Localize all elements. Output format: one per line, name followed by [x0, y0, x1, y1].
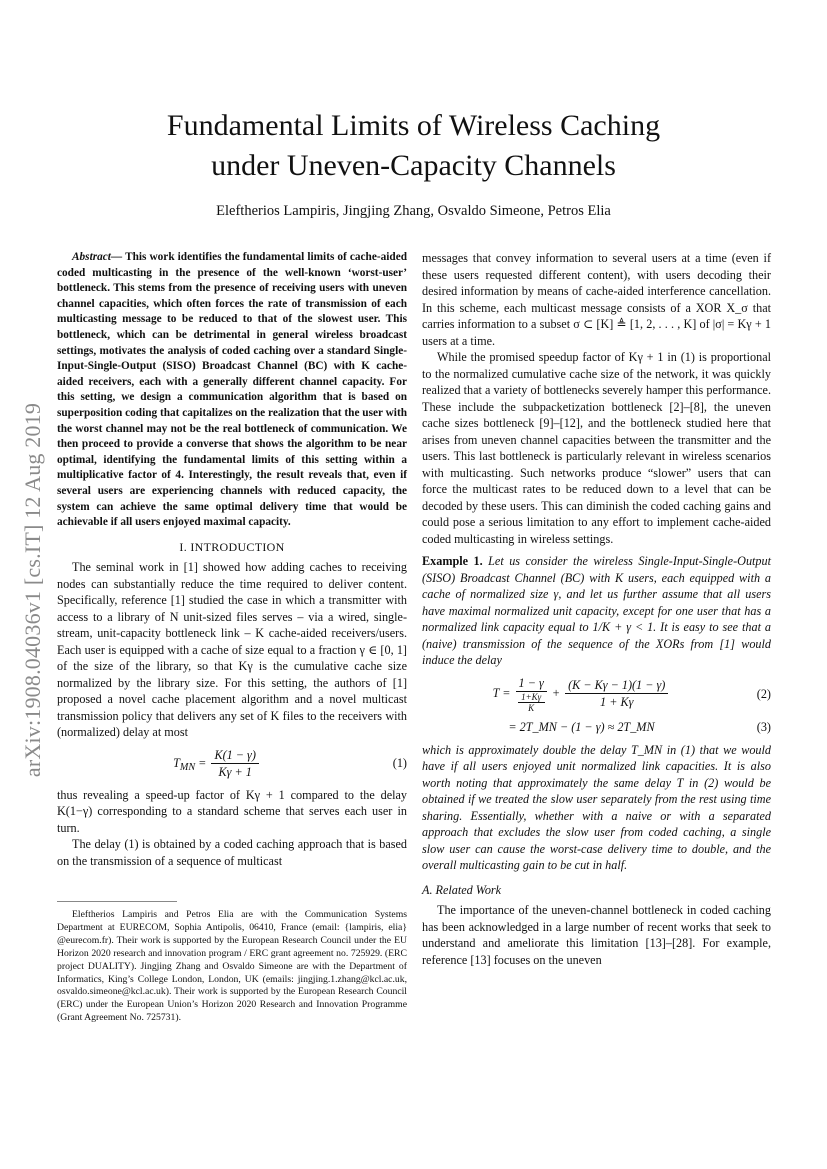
example-1 — [422, 553, 771, 669]
footnote-text: Eleftherios Lampiris and Petros Elia are with the Communication Systems Department at EURECOM, Sophia Antipolis, 06410, France (email: {lampiris, elia} @eurecom.fr). Their work is supported by the European Research Council under the EU Horizon 2020 research and innovation program / ERC grant agreement no. 725929. (ERC project DUALITY). Jingjing Zhang and Osvaldo Simeone are with the Department of Informatics, King’s College London, London, UK (emails: jingjing.1.zhang@kcl.ac.uk, osvaldo.simeone@kcl.ac.uk). Their work is supported by the European Research Council (ERC) under the European Union’s Horizon 2020 Research and Innovation Programme (Grant Agreement No. 725731). — [57, 909, 407, 1024]
eq3-label: (3) — [756, 720, 771, 734]
abstract-lead: Abstract— — [72, 251, 123, 263]
subsection-related-work: A. Related Work — [422, 882, 502, 897]
equation-2: T = $\frac{1 - \gamma}{\frac{1+K\gamma}{K}}$ + $\frac{(K - K\gamma - 1)(1 - \gamma)}{1 + K\gamma}$ (2) — [492, 675, 771, 713]
right-paragraph-1: messages that convey information to several users at a time (even if these users requested different content), with users decoding their desired information by means of cache-aided interference cancellation. In this scheme, each multicast message consists of a XOR X_σ that carries information to a subset σ ⊂ [K] ≜ [1, 2, . . . , K] of |σ| = Kγ + 1 users at a time. — [422, 251, 771, 348]
right-paragraph-3: which is approximately double the delay T_MN in (1) that we would have if all users enjoyed unit normalized link capacities. It is also worth noting that approximately the same delay T in (2) would be obtained if we treated the slow user separately from the rest using time sharing. Essentially, whether with a naive or with a separated approach that excludes the slow user from coded caching, a single slow user can cause the worst-case delivery time to double, and the overall multicasting gain to be cut in half. — [422, 742, 771, 872]
title-line-2: under Uneven-Capacity Channels — [211, 149, 616, 182]
eq1-lhs: T — [173, 755, 180, 770]
eq2-a-den-den: K — [528, 703, 535, 713]
eq1-label: (1) — [392, 756, 407, 771]
equation-1: $T_{MN}$ = $\frac{K(1 - \gamma)}{K\gamma + 1}$ (1) — [173, 747, 407, 780]
example-label: Example 1. — [422, 554, 483, 568]
eq2-a-den-num: 1+Kγ — [518, 692, 545, 703]
eq2-b-numerator: (K − Kγ − 1)(1 − γ) — [565, 677, 668, 695]
intro-paragraph-2: thus revealing a speed-up factor of Kγ + 1 compared to the delay K(1−γ) corresponding to a standard scheme that serves each user in turn. — [57, 787, 407, 835]
eq1-denominator: Kγ + 1 — [218, 765, 252, 780]
paper-title — [0, 106, 827, 186]
footnote-rule — [57, 901, 177, 902]
footnote — [57, 909, 407, 1025]
eq2-fraction-b — [565, 677, 668, 711]
example-text: Let us consider the wireless Single-Input-Single-Output (SISO) Broadcast Channel (BC) with K users, each equipped with a cache of normalized size γ, and let us further assume that all users have maximal normalized unit capacity, except for one user that has a normalized link capacity equal to 1/K + γ < 1. It is easy to see that a (naive) transmission of the sequence of the XORs from [1] would induce the delay — [422, 554, 772, 667]
abstract-text: This work identifies the fundamental limits of cache-aided coded multicasting in the presence of the well-known ‘worst-user’ bottleneck. This stems from the presence of receiving users with uneven channel capacities, which often forces the rate of transmission of each multicasting message to be reduced to that of the slowest user. This bottleneck, which can be detrimental in general wireless broadcast settings, motivates the analysis of coded caching over a standard Single-Input-Single-Output (SISO) Broadcast Channel (BC) with K cache-aided receivers, each with a generally different channel capacity. For this setting, we design a communication algorithm that is based on superposition coding that capitalizes on the realization that the user with the worst channel may not be the real bottleneck of communication. We then proceed to provide a converse that shows the algorithm to be near optimal, identifying the fundamental limits of this setting within a multiplicative factor of 4. Interestingly, the result reveals that, even if several users are experiencing channels with reduced capacity, the system can achieve the same optimal delivery time that would be achievable if all users enjoyed maximal capacity. — [57, 251, 407, 529]
eq1-numerator: K(1 − γ) — [211, 747, 258, 765]
eq2-fraction-a — [516, 675, 547, 714]
right-column — [422, 250, 771, 968]
authors: Eleftherios Lampiris, Jingjing Zhang, Osvaldo Simeone, Petros Elia — [216, 203, 611, 219]
section-heading-introduction: I. INTRODUCTION — [179, 539, 285, 554]
intro-paragraph-3: The delay (1) is obtained by a coded caching approach that is based on the transmission of a sequence of multicast — [57, 837, 407, 868]
arxiv-sidebar — [8, 330, 58, 850]
equation-3 — [422, 719, 771, 736]
left-column — [57, 250, 407, 869]
intro-paragraph-1: The seminal work in [1] showed how adding caches to receiving nodes can substantially reduce the time required to deliver content. Specifically, reference [1] studied the case in which a transmitter with access to a library of N unit-sized files serves – via a wired, single-stream, unit-capacity bottleneck link – K cache-aided receivers/users. Each user is equipped with a cache of size equal to a fraction γ ∈ [0, 1] of the size of the library, so that Kγ is the cumulative cache size normalized by the library size. For this setting, the authors of [1] proposed a novel cache placement algorithm and a novel multicast transmission policy that delivers any set of K files to the receivers with (normalized) delay at most — [57, 560, 407, 740]
abstract — [57, 250, 407, 531]
eq2-a-numerator: 1 − γ — [516, 675, 547, 693]
right-paragraph-2: While the promised speedup factor of Kγ + 1 in (1) is proportional to the normalized cumulative cache size of the network, it was quickly realized that a variety of bottlenecks severely hamper this performance. These include the subpacketization bottleneck [2]–[8], the uneven cache sizes bottleneck [9]–[12], and the bottleneck studied here that arises from uneven channel capacities between the transmitter and the users. This last bottleneck is particularly relevant in wireless scenarios with multicasting. Such networks produce “slower” users that can force the multicast rates to be reduced down to a level that can be decoded by these users. This can diminish the coded caching gains and could pose a serious limitation to any effort to implement cache-aided coded multicasting in wireless settings. — [422, 350, 771, 546]
eq3-body: = 2T_MN − (1 − γ) ≈ 2T_MN — [508, 720, 655, 734]
title-line-1: Fundamental Limits of Wireless Caching — [166, 109, 661, 142]
eq2-label: (2) — [756, 686, 771, 701]
eq2-b-denominator: 1 + Kγ — [600, 695, 634, 710]
eq1-sub: MN — [179, 761, 196, 773]
right-paragraph-4: The importance of the uneven-channel bottleneck in coded caching has been acknowledged in a large number of recent works that seek to understand and ameliorate this limitation [13]–[28]. For example, reference [13] focuses on the uneven — [422, 903, 771, 967]
eq1-fraction — [211, 747, 258, 781]
eq2-a-denominator — [518, 692, 545, 713]
arxiv-id: arXiv:1908.04036v1 [cs.IT] 12 Aug 2019 — [20, 402, 45, 778]
